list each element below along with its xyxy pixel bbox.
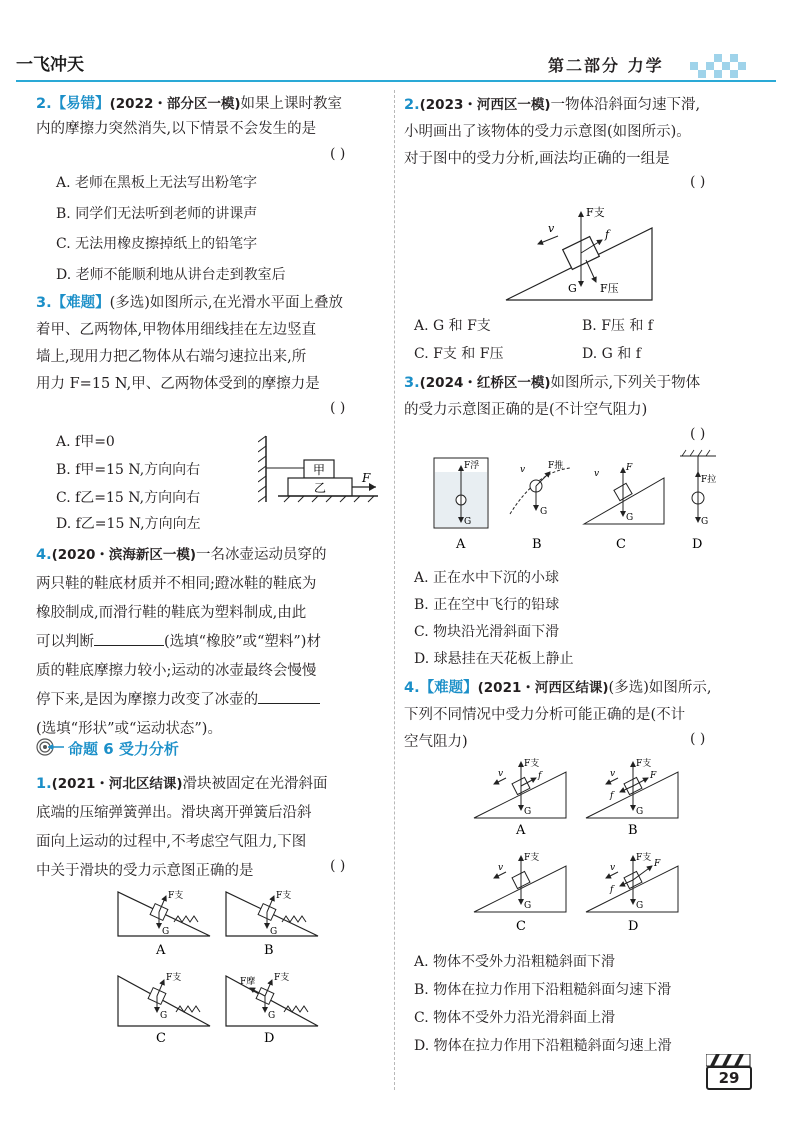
figure-label: A <box>456 537 466 552</box>
answer-paren: ( ) <box>690 731 706 747</box>
question-number: 3. <box>36 295 52 311</box>
label-v: v <box>498 863 504 873</box>
option-b: B. f甲=15 N,方向向右 <box>56 462 201 478</box>
question-stem: 停下来,是因为摩擦力改变了冰壶的 <box>36 692 259 708</box>
label-F: F <box>626 463 633 473</box>
figure-a <box>118 889 210 958</box>
label-g: G <box>568 282 577 295</box>
option-a: A. G 和 F支 <box>414 318 491 334</box>
label-fla: F拉 <box>701 475 717 485</box>
figure-label: B <box>532 537 542 552</box>
question-stem: 小明画出了该物体的受力示意图(如图所示)。 <box>404 124 691 140</box>
option-d: D. 老师不能顺利地从讲台走到教室后 <box>56 267 286 283</box>
label-v: v <box>610 769 616 779</box>
label-ffu: F浮 <box>464 461 480 471</box>
figure-label: D <box>264 1031 275 1044</box>
figure-c <box>118 971 210 1044</box>
incline-force-figure <box>500 200 670 306</box>
figure-label: C <box>616 537 626 552</box>
option-c: C. 无法用橡皮擦掉纸上的铅笔字 <box>56 236 258 252</box>
question-number: 4. <box>36 547 52 563</box>
option-d: D. 物体在拉力作用下沿粗糙斜面匀速上滑 <box>414 1038 672 1054</box>
question-stem: 一物体沿斜面匀速下滑, <box>550 97 701 113</box>
label-v: v <box>498 769 504 779</box>
question-stem: 用力 F=15 N,甲、乙两物体受到的摩擦力是 <box>36 376 320 392</box>
question-2-right <box>404 92 774 173</box>
question-4-left <box>36 541 386 744</box>
question-source: (2021・河北区结课) <box>51 776 183 792</box>
section-title: 命题 6 受力分析 <box>68 740 179 758</box>
header-rule <box>16 80 776 82</box>
answer-paren: ( ) <box>330 146 346 162</box>
label-f: f <box>610 885 614 895</box>
column-divider <box>394 90 395 1090</box>
option-c: C. 物体不受外力沿光滑斜面上滑 <box>414 1010 616 1026</box>
question-stem: 一名冰壶运动员穿的 <box>196 547 327 563</box>
question-number: 2. <box>404 97 420 113</box>
option-a: A. 老师在黑板上无法写出粉笔字 <box>56 175 258 191</box>
label-g: G <box>524 807 532 817</box>
question-stem: (选填“橡胶”或“塑料”)材 <box>164 634 321 650</box>
fill-blank-1[interactable] <box>94 631 164 646</box>
option-b: B. 物体在拉力作用下沿粗糙斜面匀速下滑 <box>414 982 672 998</box>
question-stem: 中关于滑块的受力示意图正确的是 <box>36 863 254 879</box>
question-source: (2023・河西区一模) <box>419 97 551 113</box>
label-fz: F支 <box>586 206 605 219</box>
incline-force-options <box>470 756 690 940</box>
figure-c <box>474 851 566 934</box>
label-f: f <box>610 791 614 801</box>
label-g: G <box>636 901 644 911</box>
figure-label: A <box>516 823 526 838</box>
figure-label: C <box>156 1031 166 1044</box>
label-jia: 甲 <box>312 463 326 477</box>
label-fz: F支 <box>524 853 540 863</box>
label-g: G <box>636 807 644 817</box>
figure-d <box>586 851 678 934</box>
header-checker-decoration <box>690 48 750 80</box>
label-fy: F压 <box>600 282 619 295</box>
label-g: G <box>626 513 634 523</box>
question-number: 4. <box>404 680 420 696</box>
question-stem: 如果上课时教室 <box>240 96 343 112</box>
label-g: G <box>268 1011 276 1021</box>
question-stem: (选填“形状”或“运动状态”)。 <box>36 721 222 737</box>
question-number: 2. <box>36 96 52 112</box>
label-g: G <box>270 927 278 937</box>
label-fz: F支 <box>636 853 652 863</box>
question-source: (2020・滨海新区一模) <box>51 547 197 563</box>
label-yi: 乙 <box>313 481 327 495</box>
figure-c <box>584 463 664 552</box>
question-stem: 如图所示,下列关于物体 <box>550 375 701 391</box>
label-v: v <box>548 222 555 235</box>
option-d: D. 球悬挂在天花板上静止 <box>414 651 574 667</box>
question-stem: 质的鞋底摩擦力较小;运动的冰壶最终会慢慢 <box>36 663 317 679</box>
question-stem: 两只鞋的鞋底材质并不相同;蹬冰鞋的鞋底为 <box>36 576 317 592</box>
answer-paren: ( ) <box>330 858 346 874</box>
option-a: A. f甲=0 <box>56 434 115 450</box>
option-a: A. 物体不受外力沿粗糙斜面下滑 <box>414 954 616 970</box>
question-stem: 底端的压缩弹簧弹出。滑块离开弹簧后沿斜 <box>36 805 312 821</box>
difficulty-tag: 【易错】 <box>51 96 110 112</box>
label-fz: F支 <box>636 759 652 769</box>
force-diagrams-abcd <box>430 448 730 554</box>
label-g: G <box>524 901 532 911</box>
question-2-left <box>36 92 386 142</box>
option-b: B. 同学们无法听到老师的讲课声 <box>56 206 258 222</box>
option-c: C. F支 和 F压 <box>414 346 504 362</box>
question-4-right <box>404 675 774 756</box>
label-ftui: F推 <box>548 461 564 471</box>
section-header: 第二部分 力学 <box>548 56 664 75</box>
option-b: B. F压 和 f <box>582 318 653 334</box>
label-v: v <box>610 863 616 873</box>
figure-d <box>680 450 716 552</box>
label-fz: F支 <box>276 891 292 901</box>
question-stem: (多选)如图所示,在光滑水平面上叠放 <box>109 295 344 311</box>
figure-label: D <box>692 537 703 552</box>
option-b: B. 正在空中飞行的铅球 <box>414 597 560 613</box>
label-F: F <box>650 771 657 781</box>
question-source: (2022・部分区一模) <box>109 96 241 112</box>
question-stem: 墙上,现用力把乙物体从右端匀速拉出来,所 <box>36 349 307 365</box>
label-fz: F支 <box>168 891 184 901</box>
label-F: F <box>362 471 371 485</box>
stacked-blocks-figure <box>258 432 384 506</box>
question-stem: 对于图中的受力分析,画法均正确的一组是 <box>404 151 670 167</box>
figure-label: A <box>156 943 166 958</box>
spring-incline-figures <box>114 882 394 1044</box>
difficulty-tag: 【难题】 <box>419 680 478 696</box>
question-stem: 着甲、乙两物体,甲物体用细线挂在左边竖直 <box>36 322 317 338</box>
option-a: A. 正在水中下沉的小球 <box>414 570 560 586</box>
question-stem: 的受力示意图正确的是(不计空气阻力) <box>404 402 648 418</box>
figure-a <box>434 458 488 552</box>
question-stem: 滑块被固定在光滑斜面 <box>182 776 328 792</box>
answer-paren: ( ) <box>330 400 346 416</box>
option-d: D. f乙=15 N,方向向左 <box>56 516 201 532</box>
figure-label: B <box>264 943 274 958</box>
answer-paren: ( ) <box>690 174 706 190</box>
label-v: v <box>520 465 526 475</box>
difficulty-tag: 【难题】 <box>51 295 110 311</box>
page-number: 29 <box>706 1066 752 1090</box>
book-title: 一飞冲天 <box>16 55 84 75</box>
figure-label: D <box>628 919 639 934</box>
label-fz: F支 <box>524 759 540 769</box>
option-d: D. G 和 f <box>582 346 641 362</box>
figure-b <box>226 889 318 958</box>
label-v: v <box>594 469 600 479</box>
figure-a <box>474 757 566 838</box>
target-icon <box>36 737 66 757</box>
question-stem: 内的摩擦力突然消失,以下情景不会发生的是 <box>36 121 317 137</box>
question-stem: 橡胶制成,而滑行鞋的鞋底为塑料制成,由此 <box>36 605 307 621</box>
question-3-right <box>404 370 774 424</box>
label-f: f <box>538 771 542 781</box>
question-stem: (多选)如图所示, <box>608 680 712 696</box>
figure-b <box>510 459 570 552</box>
label-g: G <box>464 517 472 527</box>
figure-label: B <box>628 823 638 838</box>
question-stem: 可以判断 <box>36 634 94 650</box>
label-fmo: F摩 <box>240 977 256 987</box>
question-number: 1. <box>36 776 52 792</box>
figure-b <box>586 757 678 838</box>
label-f: f <box>605 228 610 241</box>
question-stem: 下列不同情况中受力分析可能正确的是(不计 <box>404 707 686 723</box>
label-g: G <box>701 517 709 527</box>
answer-paren: ( ) <box>690 426 706 442</box>
label-g: G <box>162 927 170 937</box>
question-stem: 面向上运动的过程中,不考虑空气阻力,下图 <box>36 834 307 850</box>
question-stem: 空气阻力) <box>404 734 468 750</box>
label-g: G <box>540 507 548 517</box>
question-number: 3. <box>404 375 420 391</box>
figure-label: C <box>516 919 526 934</box>
label-F: F <box>654 859 661 869</box>
question-source: (2024・红桥区一模) <box>419 375 551 391</box>
option-c: C. 物块沿光滑斜面下滑 <box>414 624 560 640</box>
question-source: (2021・河西区结课) <box>477 680 609 696</box>
figure-d <box>226 971 318 1044</box>
label-fz: F支 <box>166 973 182 983</box>
label-fz: F支 <box>274 973 290 983</box>
fill-blank-2[interactable] <box>258 689 320 704</box>
question-3-left <box>36 290 386 398</box>
option-c: C. f乙=15 N,方向向右 <box>56 490 201 506</box>
label-g: G <box>160 1011 168 1021</box>
